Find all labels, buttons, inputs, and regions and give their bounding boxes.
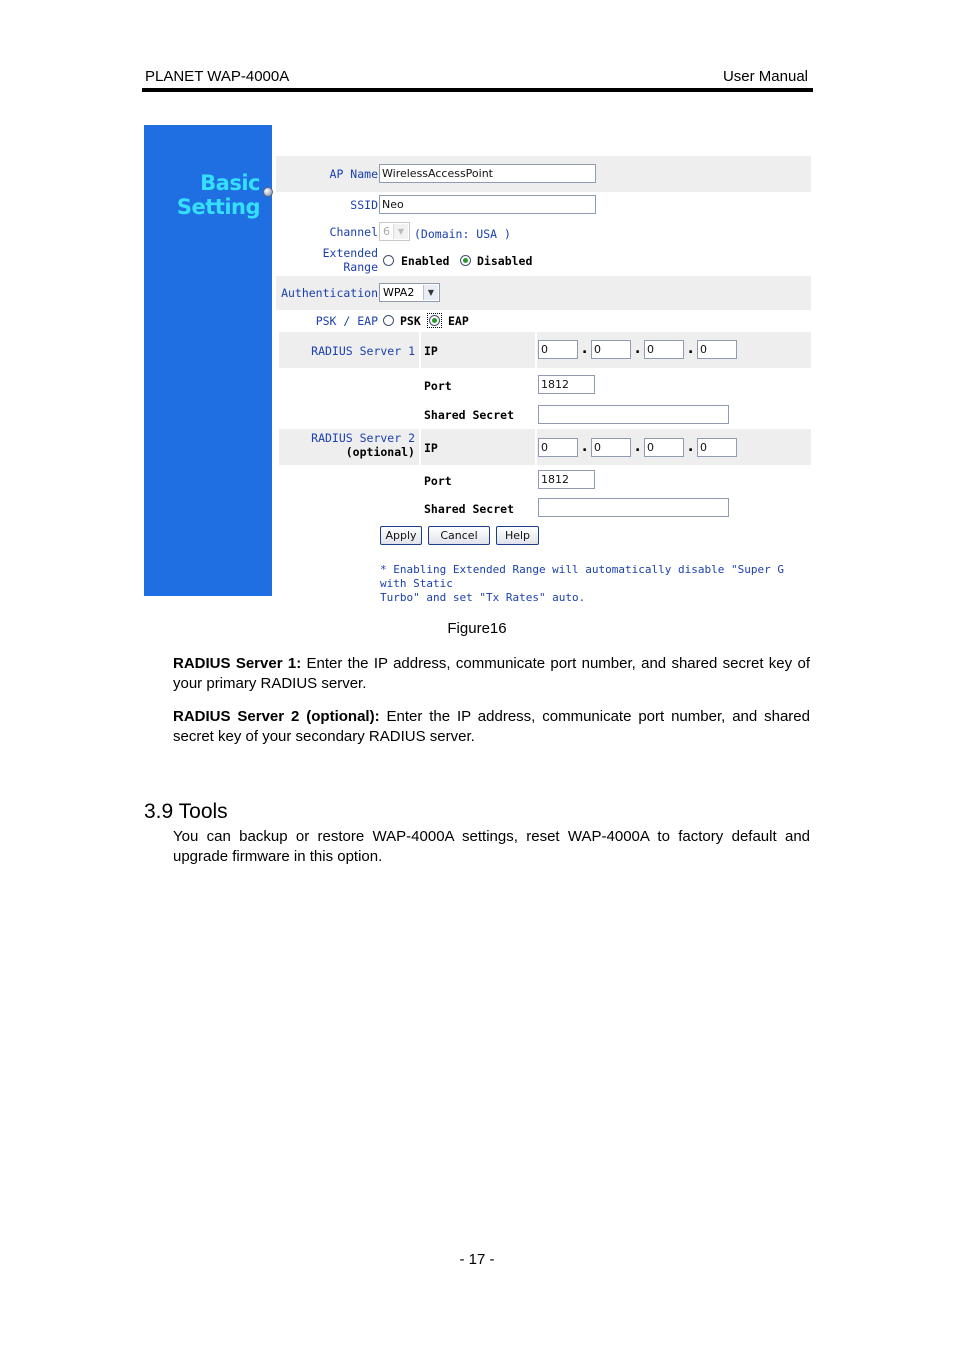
ssid-input[interactable]: Neo bbox=[379, 195, 596, 214]
section-heading: 3.9 Tools bbox=[144, 800, 228, 823]
note-line2: Turbo" and set "Tx Rates" auto. bbox=[380, 591, 586, 604]
chevron-down-icon: ▼ bbox=[393, 224, 408, 239]
ip-separator: . bbox=[582, 341, 588, 357]
radius1-ip-octet-2[interactable]: 0 bbox=[591, 340, 631, 359]
extended-range-label bbox=[276, 246, 378, 274]
radius2-label-line2: (optional) bbox=[345, 445, 415, 459]
radius2-port-input[interactable]: 1812 bbox=[538, 470, 595, 489]
ip-separator: . bbox=[582, 439, 588, 455]
page-number: - 17 - bbox=[459, 1251, 495, 1268]
header-rule bbox=[142, 88, 813, 92]
figure-caption: Figure16 bbox=[447, 620, 507, 637]
help-button[interactable]: Help bbox=[496, 526, 539, 545]
paragraph-radius1-text: Enter the IP address, communicate port number, and shared secret key of your primary RADIUS server. bbox=[173, 655, 810, 692]
header-product: PLANET WAP-4000A bbox=[145, 68, 290, 85]
sidebar-title-line2: Setting bbox=[176, 195, 260, 219]
paragraph-radius2-text: Enter the IP address, communicate port number, and shared secret key of your secondary RADIUS server. bbox=[173, 708, 810, 745]
sidebar-title-line1: Basic bbox=[200, 171, 260, 195]
extended-range-label-line1: Extended bbox=[322, 246, 378, 260]
radius1-ip-octet-3[interactable]: 0 bbox=[644, 340, 684, 359]
note-line1: * Enabling Extended Range will automatically disable "Super G with Static bbox=[380, 563, 784, 590]
psk-radio[interactable] bbox=[383, 315, 394, 326]
cancel-button[interactable]: Cancel bbox=[428, 526, 490, 545]
radius1-port-label: Port bbox=[424, 379, 452, 393]
ip-separator: . bbox=[688, 341, 694, 357]
radius2-label bbox=[279, 431, 415, 459]
paragraph-radius2 bbox=[173, 707, 810, 747]
extended-range-label-line2: Range bbox=[343, 260, 378, 274]
radius1-secret-label: Shared Secret bbox=[424, 408, 515, 422]
ip-separator: . bbox=[688, 439, 694, 455]
authentication-select[interactable] bbox=[379, 283, 440, 302]
apply-button[interactable]: Apply bbox=[380, 526, 422, 545]
channel-select[interactable] bbox=[379, 222, 410, 241]
radius2-secret-label: Shared Secret bbox=[424, 502, 515, 516]
authentication-label: Authentication bbox=[281, 286, 378, 300]
channel-domain: (Domain: USA ) bbox=[414, 227, 511, 241]
extended-range-enabled-radio[interactable] bbox=[383, 255, 394, 266]
section-text: You can backup or restore WAP-4000A settings, reset WAP-4000A to factory default and upgrade firmware in this option. bbox=[173, 828, 810, 865]
channel-label: Channel bbox=[329, 225, 378, 239]
radius1-port-input[interactable]: 1812 bbox=[538, 375, 595, 394]
radius1-ip-label-cell bbox=[421, 332, 535, 368]
authentication-value: WPA2 bbox=[383, 286, 415, 299]
radius1-label: RADIUS Server 1 bbox=[311, 344, 415, 358]
ap-name-label: AP Name bbox=[329, 167, 378, 181]
radius2-port-label: Port bbox=[424, 474, 452, 488]
radius2-secret-input[interactable] bbox=[538, 498, 729, 517]
paragraph-radius2-term: RADIUS Server 2 (optional): bbox=[173, 708, 380, 725]
radius2-ip-octet-2[interactable]: 0 bbox=[591, 438, 631, 457]
extended-range-disabled-radio[interactable] bbox=[460, 255, 471, 266]
radius1-secret-input[interactable] bbox=[538, 405, 729, 424]
extended-range-note bbox=[380, 563, 812, 605]
channel-value: 6 bbox=[383, 225, 390, 238]
radius1-ip-label: IP bbox=[424, 344, 438, 358]
radius1-ip-octet-1[interactable]: 0 bbox=[538, 340, 578, 359]
radius2-ip-octet-4[interactable]: 0 bbox=[697, 438, 737, 457]
basic-setting-screenshot bbox=[144, 125, 812, 604]
ip-separator: . bbox=[635, 439, 641, 455]
header-manual: User Manual bbox=[722, 68, 808, 85]
ap-name-input[interactable]: WirelessAccessPoint bbox=[379, 164, 596, 183]
ssid-label: SSID bbox=[350, 198, 378, 212]
eap-radio[interactable] bbox=[429, 315, 440, 326]
bullet-icon bbox=[263, 187, 273, 197]
sidebar-title bbox=[164, 171, 260, 219]
eap-label: EAP bbox=[448, 314, 469, 328]
psk-eap-label: PSK / EAP bbox=[315, 314, 378, 328]
chevron-down-icon: ▼ bbox=[423, 285, 438, 300]
radius2-ip-label: IP bbox=[424, 441, 438, 455]
radius2-label-line1: RADIUS Server 2 bbox=[311, 431, 415, 445]
radius1-ip-octet-4[interactable]: 0 bbox=[697, 340, 737, 359]
radius2-ip-octet-3[interactable]: 0 bbox=[644, 438, 684, 457]
psk-label: PSK bbox=[400, 314, 421, 328]
paragraph-radius1 bbox=[173, 654, 810, 694]
ip-separator: . bbox=[635, 341, 641, 357]
radius2-ip-octet-1[interactable]: 0 bbox=[538, 438, 578, 457]
extended-range-disabled-label: Disabled bbox=[477, 254, 533, 268]
paragraph-radius1-term: RADIUS Server 1: bbox=[173, 655, 302, 672]
radius2-ip-label-cell bbox=[421, 429, 535, 465]
extended-range-enabled-label: Enabled bbox=[401, 254, 450, 268]
